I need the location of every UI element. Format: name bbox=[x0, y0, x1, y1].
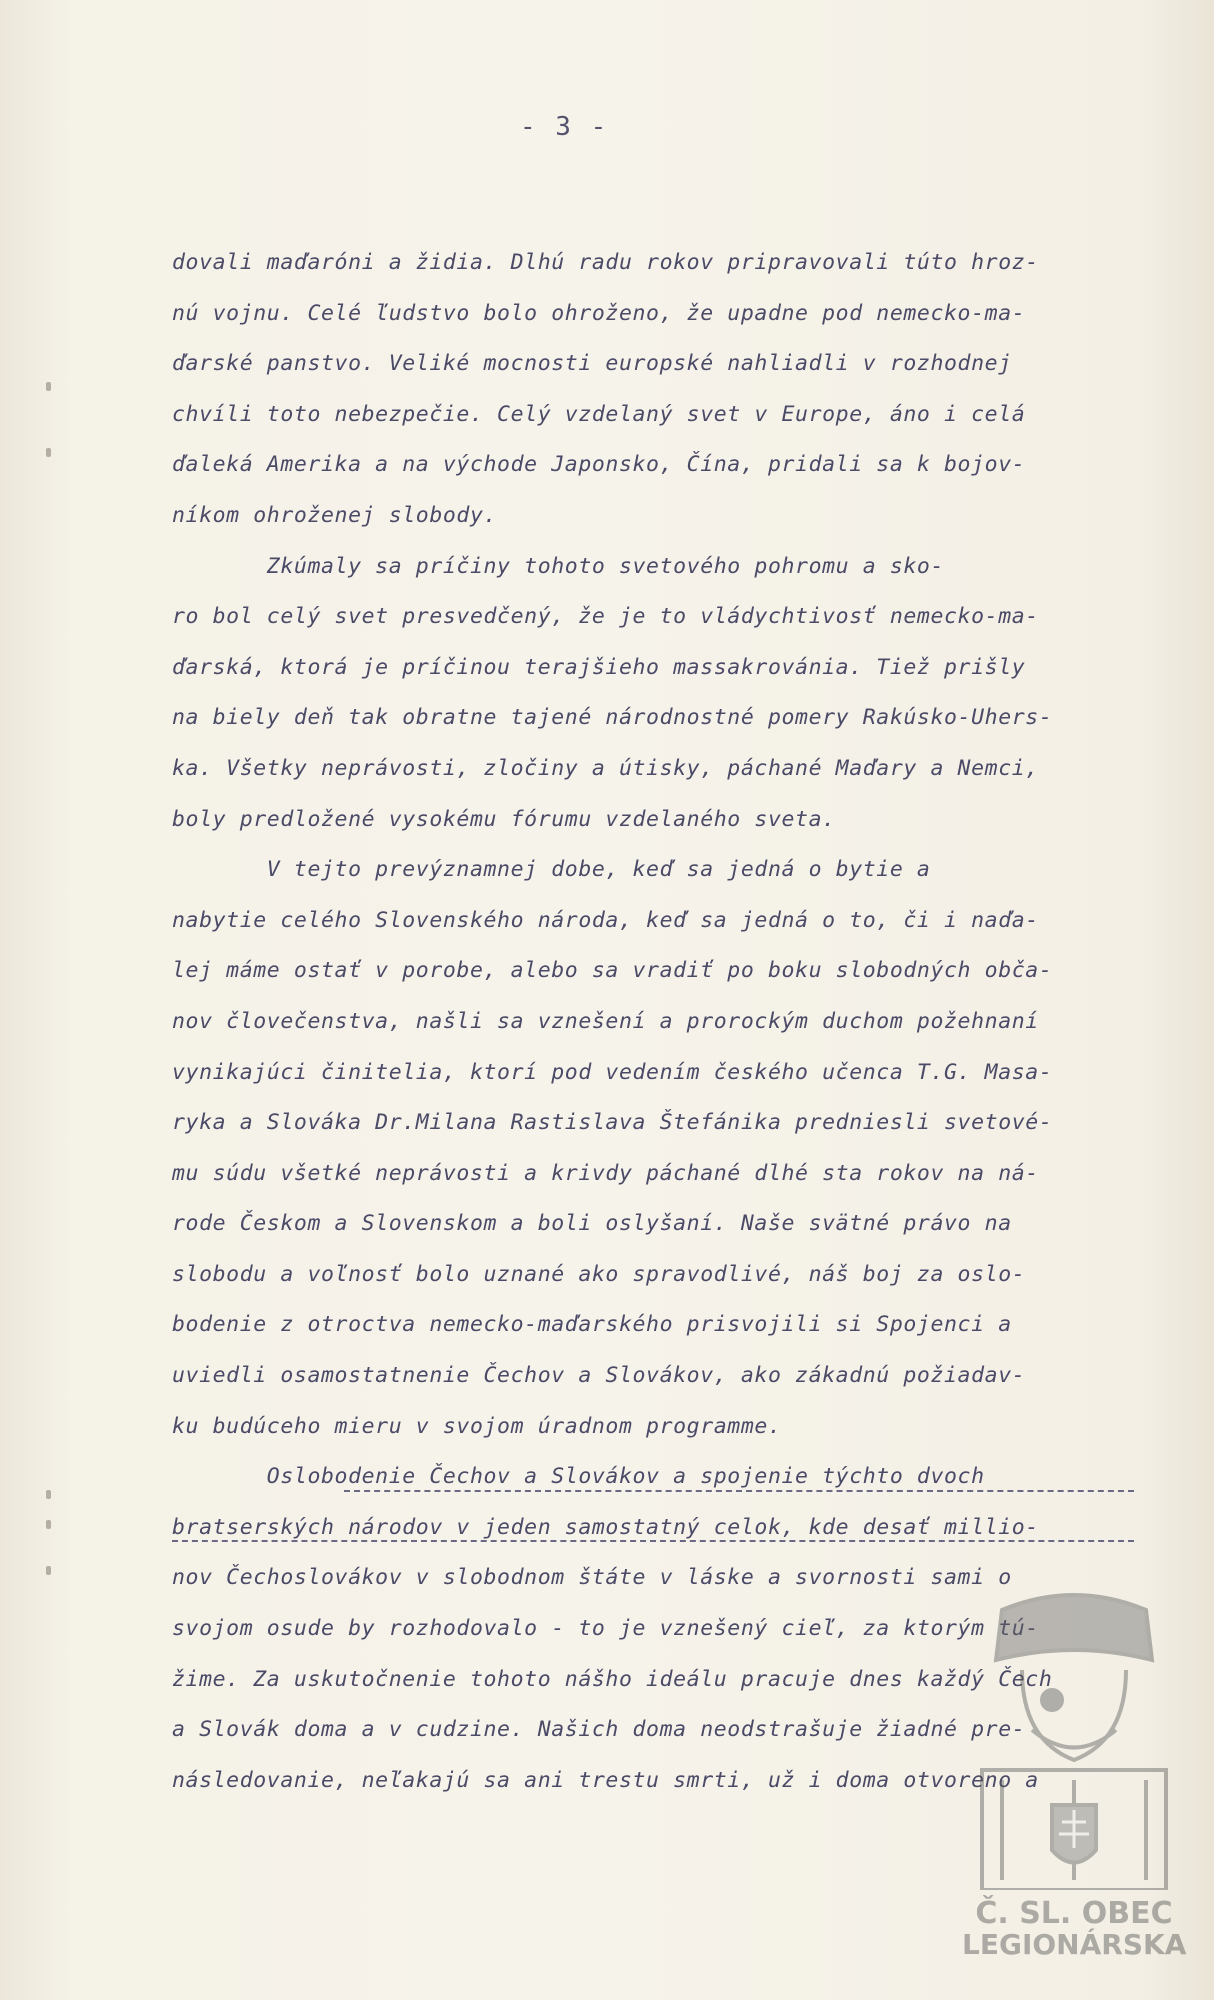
text-line: ro bol celý svet presvedčený, že je to vládychtivosť nemecko-ma- bbox=[172, 604, 1039, 630]
text-line: ďarská, ktorá je príčinou terajšieho massakrovánia. Tiež prišly bbox=[172, 654, 1026, 680]
text-line: žime. Za uskutočnenie tohoto nášho ideálu pracuje dnes každý Čech bbox=[172, 1666, 1053, 1692]
page-number: - 3 - bbox=[520, 112, 609, 142]
text-line: ďarské panstvo. Veliké mocnosti europské nahliadli v rozhodnej bbox=[172, 351, 1012, 377]
punch-hole bbox=[46, 1566, 51, 1575]
text-line: svojom osude by rozhodovalo - to je vznešený cieľ, za ktorým tú- bbox=[172, 1616, 1039, 1642]
text-line: ďaleká Amerika a na východe Japonsko, Čína, pridali sa k bojov- bbox=[172, 452, 1026, 478]
text-line: nov človečenstva, našli sa vznešení a prorockým duchom požehnaní bbox=[172, 1008, 1039, 1034]
soldier-emblem-icon bbox=[962, 1590, 1186, 1890]
underline-mark bbox=[344, 1490, 1134, 1492]
punch-hole bbox=[46, 382, 51, 391]
text-line: Oslobodenie Čechov a Slovákov a spojenie týchto dvoch bbox=[172, 1464, 985, 1490]
text-line: bratserských národov v jeden samostatný celok, kde desať millio- bbox=[172, 1514, 1039, 1540]
legion-watermark-stamp bbox=[962, 1590, 1186, 1960]
text-line: ka. Všetky neprávosti, zločiny a útisky, páchané Maďary a Nemci, bbox=[172, 755, 1039, 781]
text-line: níkom ohroženej slobody. bbox=[172, 502, 498, 528]
text-line: lej máme ostať v porobe, alebo sa vradiť po boku slobodných obča- bbox=[172, 958, 1053, 984]
text-line: V tejto prevýznamnej dobe, keď sa jedná o bytie a bbox=[172, 857, 931, 883]
stamp-text-line1: Č. SL. OBEC bbox=[975, 1896, 1173, 1931]
underline-mark bbox=[172, 1540, 1134, 1542]
text-line: ku budúceho mieru v svojom úradnom programme. bbox=[172, 1413, 782, 1439]
text-line: bodenie z otroctva nemecko-maďarského prisvojili si Spojenci a bbox=[172, 1312, 1012, 1338]
text-line: mu súdu všetké neprávosti a krivdy páchané dlhé sta rokov na ná- bbox=[172, 1160, 1039, 1186]
text-line: chvíli toto nebezpečie. Celý vzdelaný svet v Europe, áno i celá bbox=[172, 401, 1026, 427]
text-line: boly predložené vysokému fórumu vzdelaného sveta. bbox=[172, 806, 836, 832]
punch-hole bbox=[46, 448, 51, 457]
text-line: vynikajúci činitelia, ktorí pod vedením českého učenca T.G. Masa- bbox=[172, 1059, 1053, 1085]
text-line: nú vojnu. Celé ľudstvo bolo ohroženo, že upadne pod nemecko-ma- bbox=[172, 300, 1026, 326]
text-line: slobodu a voľnosť bolo uznané ako spravodlivé, náš boj za oslo- bbox=[172, 1261, 1026, 1287]
punch-hole bbox=[46, 1520, 51, 1529]
text-line: Zkúmaly sa príčiny tohoto svetového pohromu a sko- bbox=[172, 553, 945, 579]
stamp-text-line2: LEGIONÁRSKA bbox=[962, 1928, 1187, 1961]
text-line: na biely deň tak obratne tajené národnostné pomery Rakúsko-Uhers- bbox=[172, 705, 1053, 731]
typewritten-text bbox=[172, 238, 1152, 1806]
text-line: následovanie, neľakajú sa ani trestu smrti, už i doma otvoreno a bbox=[172, 1767, 1039, 1793]
text-line: a Slovák doma a v cudzine. Našich doma neodstrašuje žiadné pre- bbox=[172, 1717, 1026, 1743]
text-line: ryka a Slováka Dr.Milana Rastislava Štefánika predniesli svetové- bbox=[172, 1110, 1053, 1136]
text-line: nov Čechoslovákov v slobodnom štáte v láske a svornosti sami o bbox=[172, 1565, 1012, 1591]
punch-hole bbox=[46, 1490, 51, 1499]
text-line: dovali maďaróni a židia. Dlhú radu rokov pripravovali túto hroz- bbox=[172, 250, 1039, 275]
text-line: nabytie celého Slovenského národa, keď sa jedná o to, či i naďa- bbox=[172, 907, 1039, 933]
text-line: rode Českom a Slovenskom a boli oslyšaní. Naše svätné právo na bbox=[172, 1211, 1012, 1237]
text-line: uviedli osamostatnenie Čechov a Slovákov, ako zákadnú požiadav- bbox=[172, 1363, 1026, 1389]
